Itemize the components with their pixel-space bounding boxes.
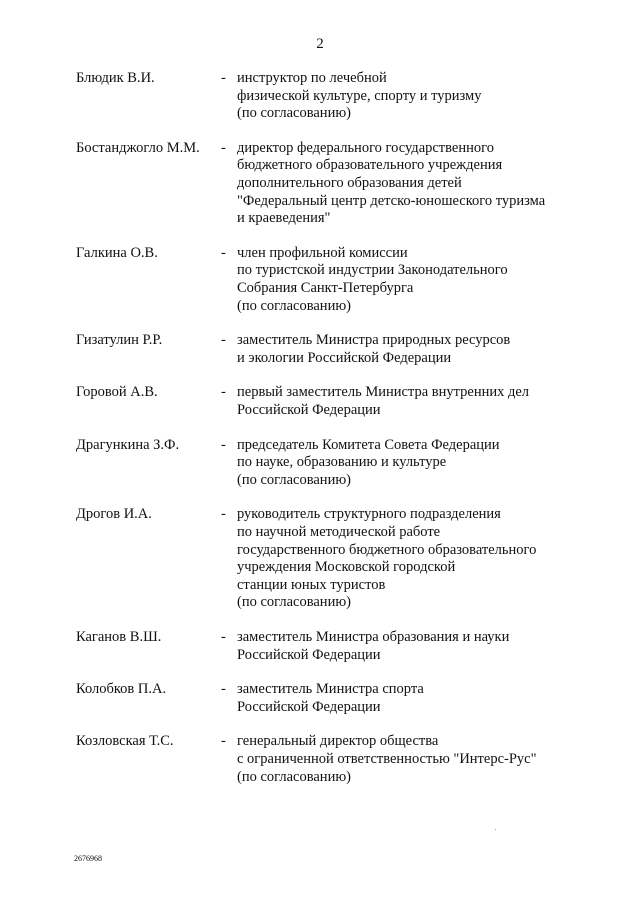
member-dash: - [221, 332, 226, 349]
member-entry [0, 245, 640, 332]
scan-speck [495, 829, 496, 830]
page-number: 2 [316, 36, 324, 52]
position-line: государственного бюджетного образовательного [237, 541, 537, 558]
member-position [237, 629, 617, 664]
position-line: инструктор по лечебной [237, 70, 387, 86]
member-name: Каганов В.Ш. [76, 628, 162, 645]
member-name: Блюдик В.И. [76, 70, 155, 86]
member-entry [0, 70, 640, 140]
member-entry [0, 384, 640, 436]
member-dash: - [221, 70, 226, 86]
position-line: (по согласованию) [237, 768, 351, 785]
position-line: (по согласованию) [237, 594, 351, 611]
position-line: председатель Комитета Совета Федерации [237, 436, 500, 453]
position-line: руководитель структурного подразделения [237, 506, 501, 523]
member-entry [0, 140, 640, 245]
member-position [237, 384, 617, 419]
member-position [237, 733, 617, 786]
member-name: Драгункина З.Ф. [76, 436, 180, 453]
position-line: заместитель Министра природных ресурсов [237, 332, 511, 349]
position-line: физической культуре, спорту и туризму [237, 87, 482, 104]
member-name: Галкина О.В. [76, 244, 158, 261]
member-entry [0, 681, 640, 733]
member-position [237, 437, 617, 490]
member-list [0, 70, 640, 803]
position-line: Российской Федерации [237, 401, 381, 418]
member-position [237, 70, 617, 123]
position-line: и экологии Российской Федерации [237, 349, 452, 366]
member-name: Горовой А.В. [76, 384, 158, 401]
member-position [237, 506, 617, 612]
position-line: член профильной комиссии [237, 244, 408, 261]
position-line: Собрания Санкт-Петербурга [237, 279, 414, 296]
position-line: по науке, образованию и культуре [237, 454, 447, 471]
position-line: заместитель Министра спорта [237, 681, 424, 698]
position-line: с ограниченной ответственностью "Интерс-Рус" [237, 750, 537, 767]
member-entry [0, 629, 640, 681]
position-line: генеральный директор общества [237, 733, 439, 750]
member-position [237, 332, 617, 367]
member-name: Дрогов И.А. [76, 506, 152, 523]
position-line: станции юных туристов [237, 576, 386, 593]
position-line: дополнительного образования детей [237, 174, 462, 191]
member-dash: - [221, 628, 226, 645]
document-code: 2676968 [74, 854, 102, 863]
member-position [237, 245, 617, 315]
member-dash: - [221, 384, 226, 401]
member-name: Козловская Т.С. [76, 733, 174, 750]
member-entry [0, 332, 640, 384]
member-position [237, 140, 617, 228]
position-line: первый заместитель Министра внутренних дел [237, 384, 530, 401]
member-name: Колобков П.А. [76, 681, 167, 698]
position-line: заместитель Министра образования и науки [237, 628, 510, 645]
member-entry [0, 733, 640, 803]
position-line: по научной методической работе [237, 523, 441, 540]
position-line: Российской Федерации [237, 698, 381, 715]
member-dash: - [221, 506, 226, 523]
member-dash: - [221, 244, 226, 261]
position-line: (по согласованию) [237, 471, 351, 488]
member-entry [0, 506, 640, 629]
member-position [237, 681, 617, 716]
position-line: и краеведения" [237, 210, 331, 227]
member-dash: - [221, 733, 226, 750]
position-line: учреждения Московской городской [237, 559, 456, 576]
member-name: Бостанджогло М.М. [76, 139, 200, 156]
member-dash: - [221, 681, 226, 698]
position-line: по туристской индустрии Законодательного [237, 262, 508, 279]
member-entry [0, 437, 640, 507]
position-line: Российской Федерации [237, 646, 381, 663]
member-dash: - [221, 139, 226, 156]
position-line: (по согласованию) [237, 105, 351, 122]
position-line: "Федеральный центр детско-юношеского туризма [237, 192, 546, 209]
position-line: (по согласованию) [237, 297, 351, 314]
member-dash: - [221, 436, 226, 453]
position-line: директор федерального государственного [237, 139, 494, 156]
position-line: бюджетного образовательного учреждения [237, 157, 503, 174]
member-name: Гизатулин Р.Р. [76, 332, 163, 349]
